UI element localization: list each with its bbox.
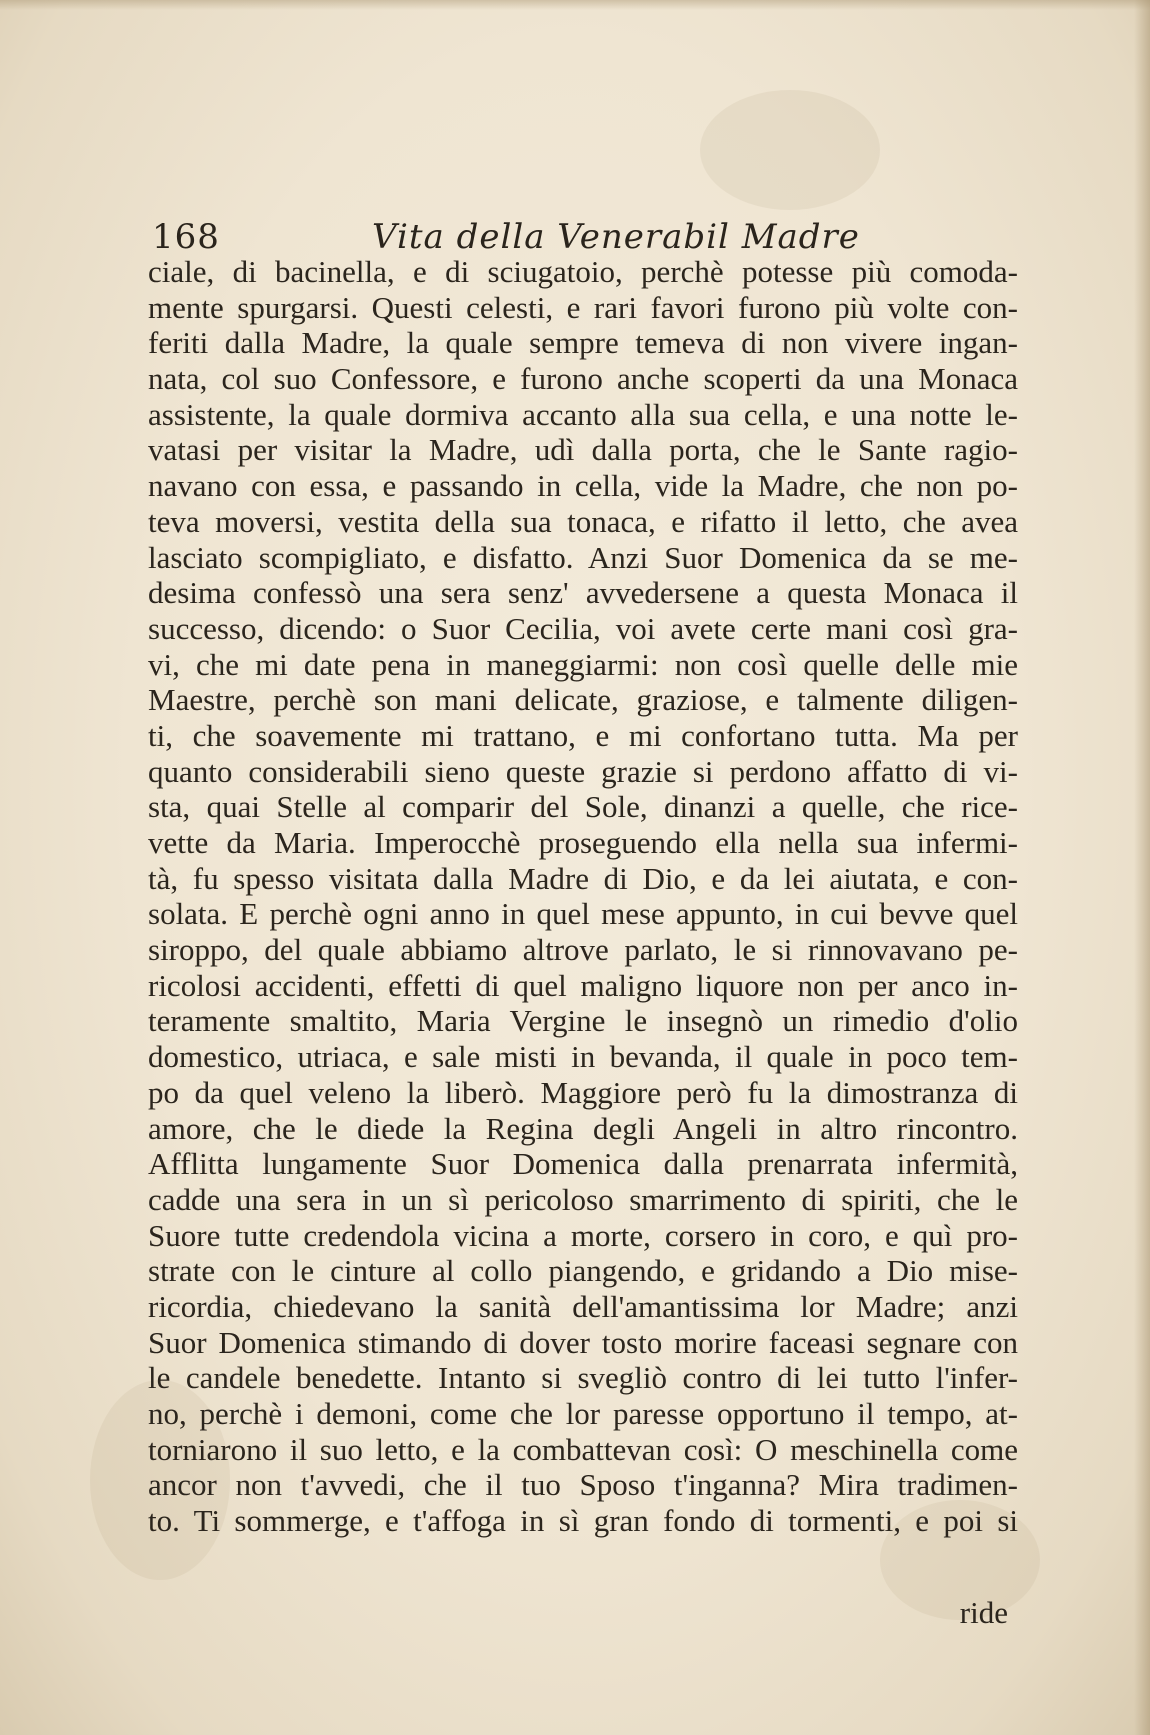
text-line: tà, fu spesso visitata dalla Madre di Dio, e da lei aiutata, e con-	[148, 860, 1018, 896]
text-line: Suor Domenica stimando di dover tosto morire faceasi segnare con	[148, 1324, 1018, 1360]
text-line: to. Ti sommerge, e t'affoga in sì gran fondo di tormenti, e poi si	[148, 1503, 1018, 1539]
text-line: torniarono il suo letto, e la combattevan così: O meschinella come	[148, 1431, 1018, 1467]
text-line: strate con le cinture al collo piangendo, e gridando a Dio mise-	[148, 1253, 1018, 1289]
text-line: nata, col suo Confessore, e furono anche scoperti da una Monaca	[148, 361, 1018, 397]
text-line: domestico, utriaca, e sale misti in bevanda, il quale in poco tem-	[148, 1039, 1018, 1075]
text-line: ricordia, chiedevano la sanità dell'amantissima lor Madre; anzi	[148, 1288, 1018, 1324]
paper-stain	[700, 90, 880, 210]
text-line: Suore tutte credendola vicina a morte, corsero in coro, e quì pro-	[148, 1217, 1018, 1253]
text-line: mente spurgarsi. Questi celesti, e rari favori furono più volte con-	[148, 289, 1018, 325]
running-title: Vita della Venerabil Madre	[372, 217, 860, 257]
text-line: ancor non t'avvedi, che il tuo Sposo t'inganna? Mira tradimen-	[148, 1467, 1018, 1503]
page-edge-top	[0, 0, 1150, 10]
text-line: sta, quai Stelle al comparir del Sole, dinanzi a quelle, che rice-	[148, 789, 1018, 825]
page-edge-right	[1134, 0, 1150, 1735]
catchword: ride	[959, 1595, 1008, 1630]
text-line: navano con essa, e passando in cella, vide la Madre, che non po-	[148, 468, 1018, 504]
catchword-row	[148, 1594, 1008, 1632]
body-text	[148, 254, 1018, 1539]
text-line: Maestre, perchè son mani delicate, graziose, e talmente diligen-	[148, 682, 1018, 718]
text-line: no, perchè i demoni, come che lor paresse opportuno il tempo, at-	[148, 1396, 1018, 1431]
text-line: cadde una sera in un sì pericoloso smarrimento di spiriti, che le	[148, 1181, 1018, 1217]
text-line: ciale, di bacinella, e di sciugatoio, perchè potesse più comoda-	[148, 254, 1018, 289]
text-line: ti, che soavemente mi trattano, e mi confortano tutta. Ma per	[148, 717, 1018, 753]
text-line: vi, che mi date pena in maneggiarmi: non così quelle delle mie	[148, 646, 1018, 682]
text-line: quanto considerabili sieno queste grazie si perdono affatto di vi-	[148, 753, 1018, 789]
text-line: teramente smaltito, Maria Vergine le insegnò un rimedio d'olio	[148, 1003, 1018, 1039]
text-line: teva moversi, vestita della sua tonaca, e rifatto il letto, che avea	[148, 503, 1018, 539]
text-line: feriti dalla Madre, la quale sempre temeva di non vivere ingan-	[148, 325, 1018, 361]
text-line: assistente, la quale dormiva accanto alla sua cella, e una notte le-	[148, 396, 1018, 432]
page-number: 168	[152, 217, 220, 257]
text-line: po da quel veleno la liberò. Maggiore però fu la dimostranza di	[148, 1074, 1018, 1110]
text-line: vette da Maria. Imperocchè proseguendo ella nella sua infermi-	[148, 825, 1018, 860]
text-line: successo, dicendo: o Suor Cecilia, voi avete certe mani così gra-	[148, 610, 1018, 646]
text-line: amore, che le diede la Regina degli Angeli in altro rincontro.	[148, 1110, 1018, 1146]
text-line: vatasi per visitar la Madre, udì dalla porta, che le Sante ragio-	[148, 432, 1018, 468]
text-line: le candele benedette. Intanto si svegliò contro di lei tutto l'infer-	[148, 1360, 1018, 1396]
text-line: siroppo, del quale abbiamo altrove parlato, le si rinnovavano pe-	[148, 932, 1018, 968]
text-line: lasciato scompigliato, e disfatto. Anzi Suor Domenica da se me-	[148, 539, 1018, 575]
text-line: solata. E perchè ogni anno in quel mese appunto, in cui bevve quel	[148, 896, 1018, 932]
text-line: desima confessò una sera senz' avvedersene a questa Monaca il	[148, 575, 1018, 611]
text-line: Afflitta lungamente Suor Domenica dalla prenarrata infermità,	[148, 1146, 1018, 1182]
text-line: ricolosi accidenti, effetti di quel maligno liquore non per anco in-	[148, 967, 1018, 1003]
